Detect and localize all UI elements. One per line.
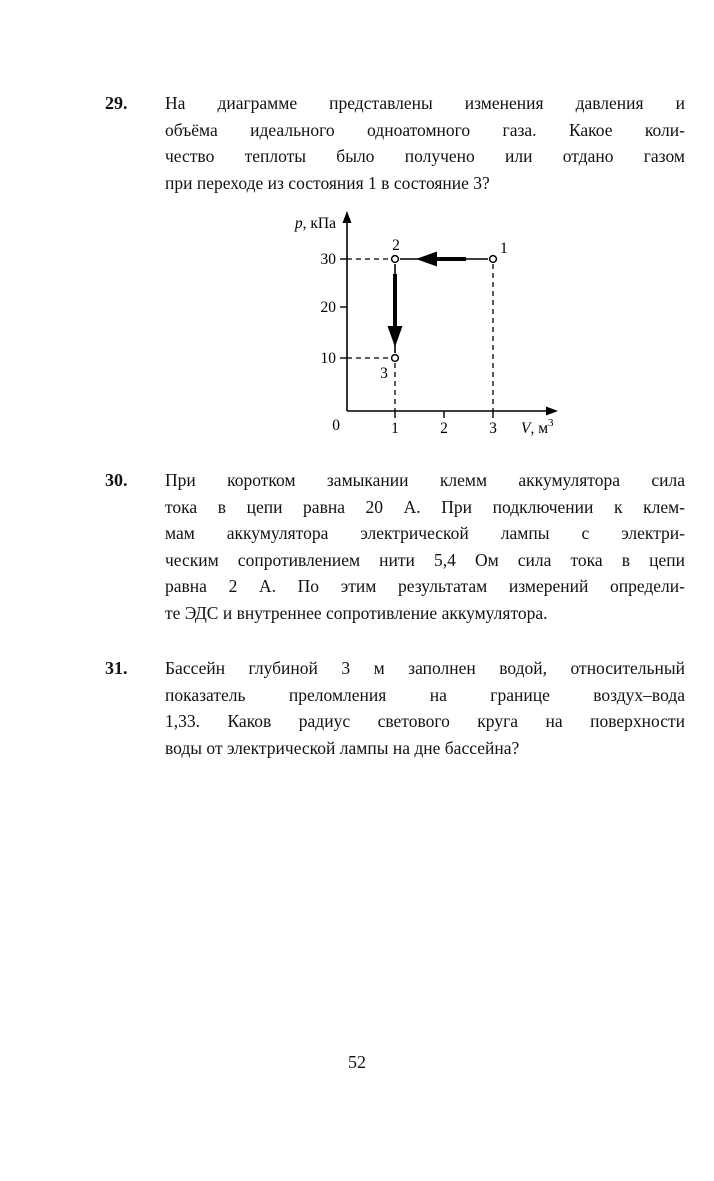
- x-axis-arrowhead-icon: [546, 407, 558, 416]
- text-line: чество теплоты было получено или отдано газом: [165, 146, 685, 166]
- y-axis-var: p: [294, 215, 303, 232]
- arrow-2-to-3-icon: [388, 326, 403, 347]
- text-line: ческим сопротивлением нити 5,4 Ом сила тока в цепи: [165, 549, 685, 570]
- problem-31-text: [165, 655, 685, 761]
- origin-label: 0: [332, 417, 340, 434]
- text-line: мам аккумулятора электрической лампы с электри-: [165, 523, 685, 543]
- problem-30-text: [165, 467, 685, 626]
- x-axis-unit: , м: [530, 420, 549, 437]
- state-point-3: [392, 355, 399, 362]
- problem-31: [105, 655, 714, 761]
- y-axis-unit: , кПа: [302, 215, 336, 232]
- state-label-3: 3: [380, 365, 388, 382]
- y-axis-arrowhead-icon: [343, 211, 352, 223]
- state-label-1: 1: [500, 240, 508, 257]
- text-line: объёма идеального одноатомного газа. Какое коли-: [165, 119, 685, 140]
- x-tick-label-1: 1: [391, 420, 399, 437]
- y-tick-label-20: 20: [320, 299, 336, 316]
- problem-31-number: 31.: [105, 658, 128, 678]
- text-line: те ЭДС и внутреннее сопротивление аккумулятора.: [165, 602, 548, 623]
- pv-diagram-svg: [250, 206, 580, 451]
- y-tick-label-10: 10: [320, 350, 336, 367]
- page-number: 52: [348, 1052, 366, 1072]
- x-tick-label-2: 2: [440, 420, 448, 437]
- x-axis-var: V: [521, 420, 531, 437]
- problem-29: [105, 90, 714, 196]
- pv-diagram: [250, 206, 580, 451]
- y-axis-title: [294, 215, 336, 232]
- y-tick-label-30: 30: [320, 251, 336, 268]
- text-line: Бассейн глубиной 3 м заполнен водой, относительный: [165, 658, 685, 678]
- text-line: равна 2 А. По этим результатам измерений определи-: [165, 576, 685, 596]
- state-point-2: [392, 256, 399, 263]
- state-label-2: 2: [392, 237, 400, 254]
- text-line: При коротком замыкании клемм аккумулятора сила: [165, 470, 685, 490]
- text-line: На диаграмме представлены изменения давления и: [165, 93, 685, 113]
- text-line: воды от электрической лампы на дне бассейна?: [165, 737, 520, 758]
- x-axis-exponent: 3: [548, 417, 554, 429]
- problem-30: [105, 467, 714, 626]
- text-line: тока в цепи равна 20 А. При подключении к клем-: [165, 496, 685, 517]
- x-axis-title: [521, 417, 554, 437]
- x-tick-label-3: 3: [489, 420, 497, 437]
- text-line: при переходе из состояния 1 в состояние 3?: [165, 172, 490, 193]
- problem-29-number: 29.: [105, 93, 128, 113]
- problem-30-number: 30.: [105, 470, 128, 490]
- text-line: 1,33. Каков радиус светового круга на поверхности: [165, 711, 685, 731]
- arrow-1-to-2-icon: [416, 252, 437, 267]
- problem-29-text: [165, 90, 685, 196]
- state-point-1: [490, 256, 497, 263]
- text-line: показатель преломления на границе воздух–вода: [165, 684, 685, 705]
